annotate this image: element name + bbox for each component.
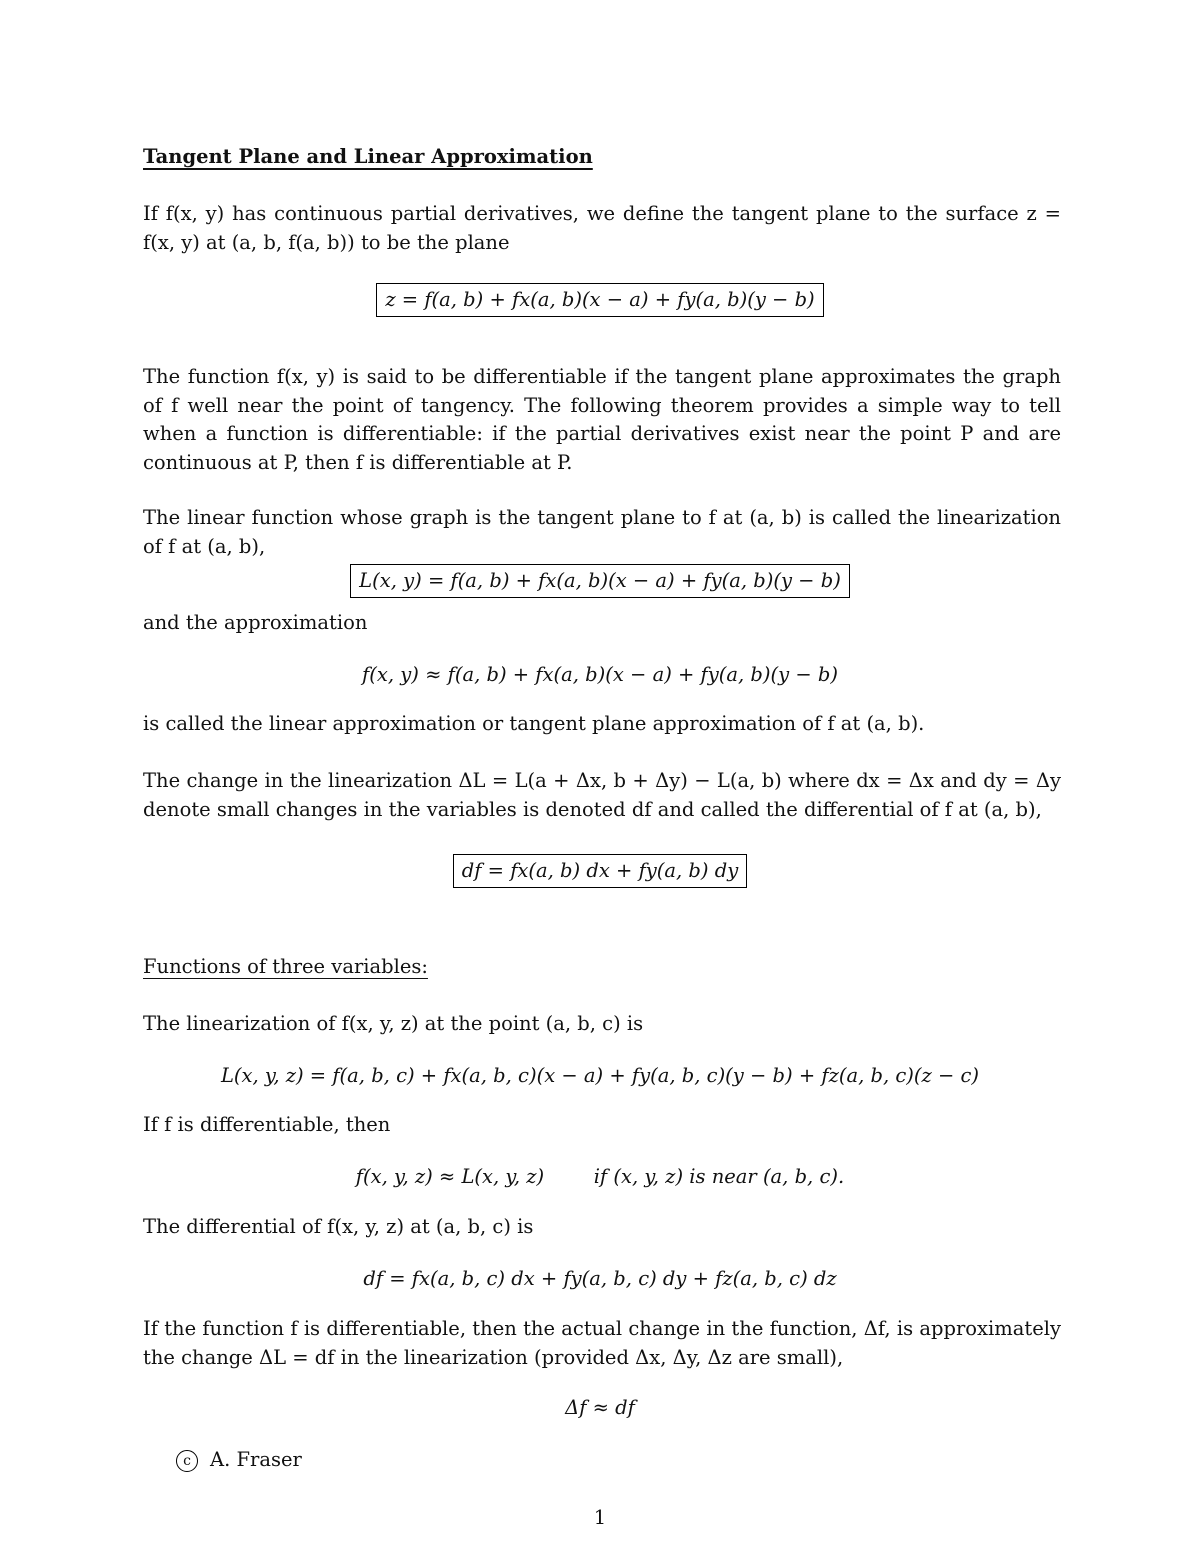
copyright-icon: c [176, 1450, 198, 1472]
document-title: Tangent Plane and Linear Approximation [143, 145, 593, 168]
equation-differential-3var: df = fx(a, b, c) dx + fy(a, b, c) dy + fz(a, b, c) dz [363, 1267, 837, 1290]
paragraph-differential-3var: The differential of f(x, y, z) at (a, b, c) is [143, 1215, 534, 1238]
equation-approximation: f(x, y) ≈ f(a, b) + fx(a, b)(x − a) + fy(a, b)(y − b) [362, 663, 838, 686]
paragraph-tangent-plane-definition: If f(x, y) has continuous partial derivatives, we define the tangent plane to the surface z = f(x, y) at (a, b, f(a, b)) to be the plane [143, 202, 1061, 254]
author-name: A. Fraser [210, 1448, 302, 1471]
boxed-equation: L(x, y) = f(a, b) + fx(a, b)(x − a) + fy(a, b)(y − b) [350, 564, 850, 598]
paragraph-differentiable: The function f(x, y) is said to be differentiable if the tangent plane approximates the graph of f well near the point of tangency. The following theorem provides a simple way to tell when a function is differentiable: if the partial derivatives exist near the point P and are continuous at P, then f is differentiable at P. [143, 365, 1061, 474]
paragraph-linear-approximation: is called the linear approximation or tangent plane approximation of f at (a, b). [143, 712, 925, 735]
paragraph-linearization: The linear function whose graph is the tangent plane to f at (a, b) is called the linearization of f at (a, b), [143, 506, 1061, 558]
equation-differential [0, 854, 1200, 888]
paragraph-differential: The change in the linearization ΔL = L(a + Δx, b + Δy) − L(a, b) where dx = Δx and dy = Δy denote small changes in the variables is denoted df and called the differential of f at (a, b), [143, 769, 1061, 821]
paragraph-actual-change: If the function f is differentiable, then the actual change in the function, Δf, is approximately the change ΔL = df in the linearization (provided Δx, Δy, Δz are small), [143, 1317, 1061, 1369]
page-number: 1 [593, 1506, 607, 1529]
equation-delta-f: Δf ≈ df [565, 1396, 635, 1419]
subheading-three-variables: Functions of three variables: [143, 955, 428, 978]
copyright-line [176, 1446, 302, 1474]
paragraph-and-approximation: and the approximation [143, 611, 368, 634]
equation-tangent-plane [0, 283, 1200, 317]
boxed-equation: df = fx(a, b) dx + fy(a, b) dy [453, 854, 747, 888]
equation-approx-3var: f(x, y, z) ≈ L(x, y, z) if (x, y, z) is near (a, b, c). [355, 1165, 845, 1188]
boxed-equation: z = f(a, b) + fx(a, b)(x − a) + fy(a, b)(y − b) [376, 283, 823, 317]
equation-linearization [0, 564, 1200, 598]
paragraph-if-differentiable: If f is differentiable, then [143, 1113, 391, 1136]
paragraph-linearization-3var: The linearization of f(x, y, z) at the point (a, b, c) is [143, 1012, 644, 1035]
equation-linearization-3var: L(x, y, z) = f(a, b, c) + fx(a, b, c)(x − a) + fy(a, b, c)(y − b) + fz(a, b, c)(z − c) [220, 1064, 980, 1087]
